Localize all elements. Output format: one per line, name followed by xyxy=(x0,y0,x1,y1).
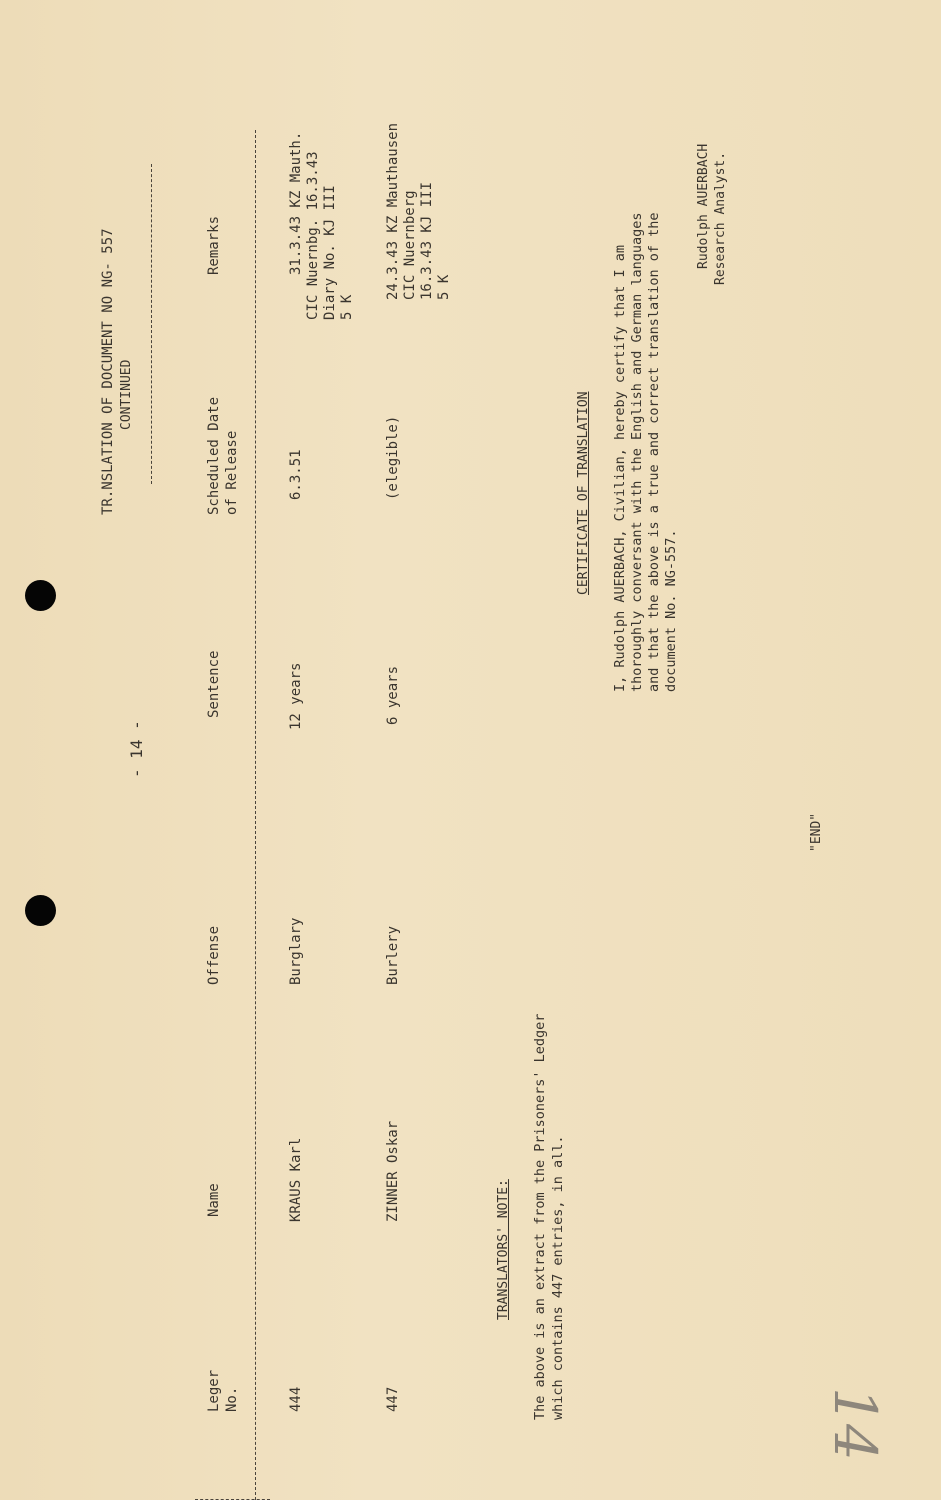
row-444-remarks-3: Diary No. KJ III xyxy=(322,185,338,320)
certificate-line-4: document No. NG-557. xyxy=(663,529,679,692)
row-444-remarks-1: 31.3.43 KZ Mauth. xyxy=(288,131,304,275)
translators-note-label: TRANSLATORS' NOTE: xyxy=(496,1179,511,1320)
row-447-no: 447 xyxy=(385,1386,401,1412)
col-header-name: Name xyxy=(206,1183,222,1217)
end-mark: "END" xyxy=(809,812,824,852)
certificate-line-2: thoroughly conversant with the English and German languages xyxy=(629,212,645,692)
col-header-offense: Offense xyxy=(206,925,222,985)
row-447-remarks-1: 24.3.43 KZ Mauthausen xyxy=(385,122,401,300)
row-444-offense: Burglary xyxy=(288,917,304,985)
row-447-remarks-2: CIC Nuernberg xyxy=(402,190,418,300)
row-447-offense: Burlery xyxy=(385,925,401,985)
row-444-sentence: 12 years xyxy=(288,662,304,730)
certificate-line-3: and that the above is a true and correct translation of the xyxy=(646,212,662,692)
row-447-remarks-4: 5 K xyxy=(436,274,452,300)
signature-name: Rudolph AUERBACH xyxy=(696,143,711,269)
row-444-remarks-4: 5 K xyxy=(339,294,355,320)
col-header-sentence: Sentence xyxy=(206,650,222,718)
col-header-release: Scheduled Date of Release xyxy=(206,396,240,515)
col-header-no: Leger No. xyxy=(206,1369,240,1412)
certificate-title: CERTIFICATE OF TRANSLATION xyxy=(576,391,591,595)
row-447-release: (elegible) xyxy=(385,415,401,500)
document-title: TR.NSLATION OF DOCUMENT NO NG- 557 xyxy=(100,228,116,515)
row-444-no: 444 xyxy=(288,1386,304,1412)
table-header-rule xyxy=(255,130,256,1500)
row-444-name: KRAUS Karl xyxy=(288,1137,304,1222)
title-rule xyxy=(151,164,152,484)
translators-note-line-1: The above is an extract from the Prisoners' Ledger xyxy=(532,1013,548,1420)
row-444-remarks-2: CIC Nuernbg. 16.3.43 xyxy=(305,151,321,320)
handwritten-page-number: 14 xyxy=(820,1387,889,1461)
row-447-name: ZINNER Oskar xyxy=(385,1120,401,1222)
row-447-sentence: 6 years xyxy=(385,665,401,725)
col-header-remarks: Remarks xyxy=(206,215,222,275)
continued-label: CONTINUED xyxy=(119,359,134,430)
row-444-release: 6.3.51 xyxy=(288,449,304,500)
translators-note-line-2: which contains 447 entries, in all. xyxy=(550,1135,566,1420)
row-447-remarks-3: 16.3.43 KJ III xyxy=(419,181,435,300)
signature-title: Research Analyst. xyxy=(713,151,728,285)
page-number: - 14 - xyxy=(127,720,146,778)
certificate-line-1: I, Rudolph AUERBACH, Civilian, hereby certify that I am xyxy=(612,244,628,692)
